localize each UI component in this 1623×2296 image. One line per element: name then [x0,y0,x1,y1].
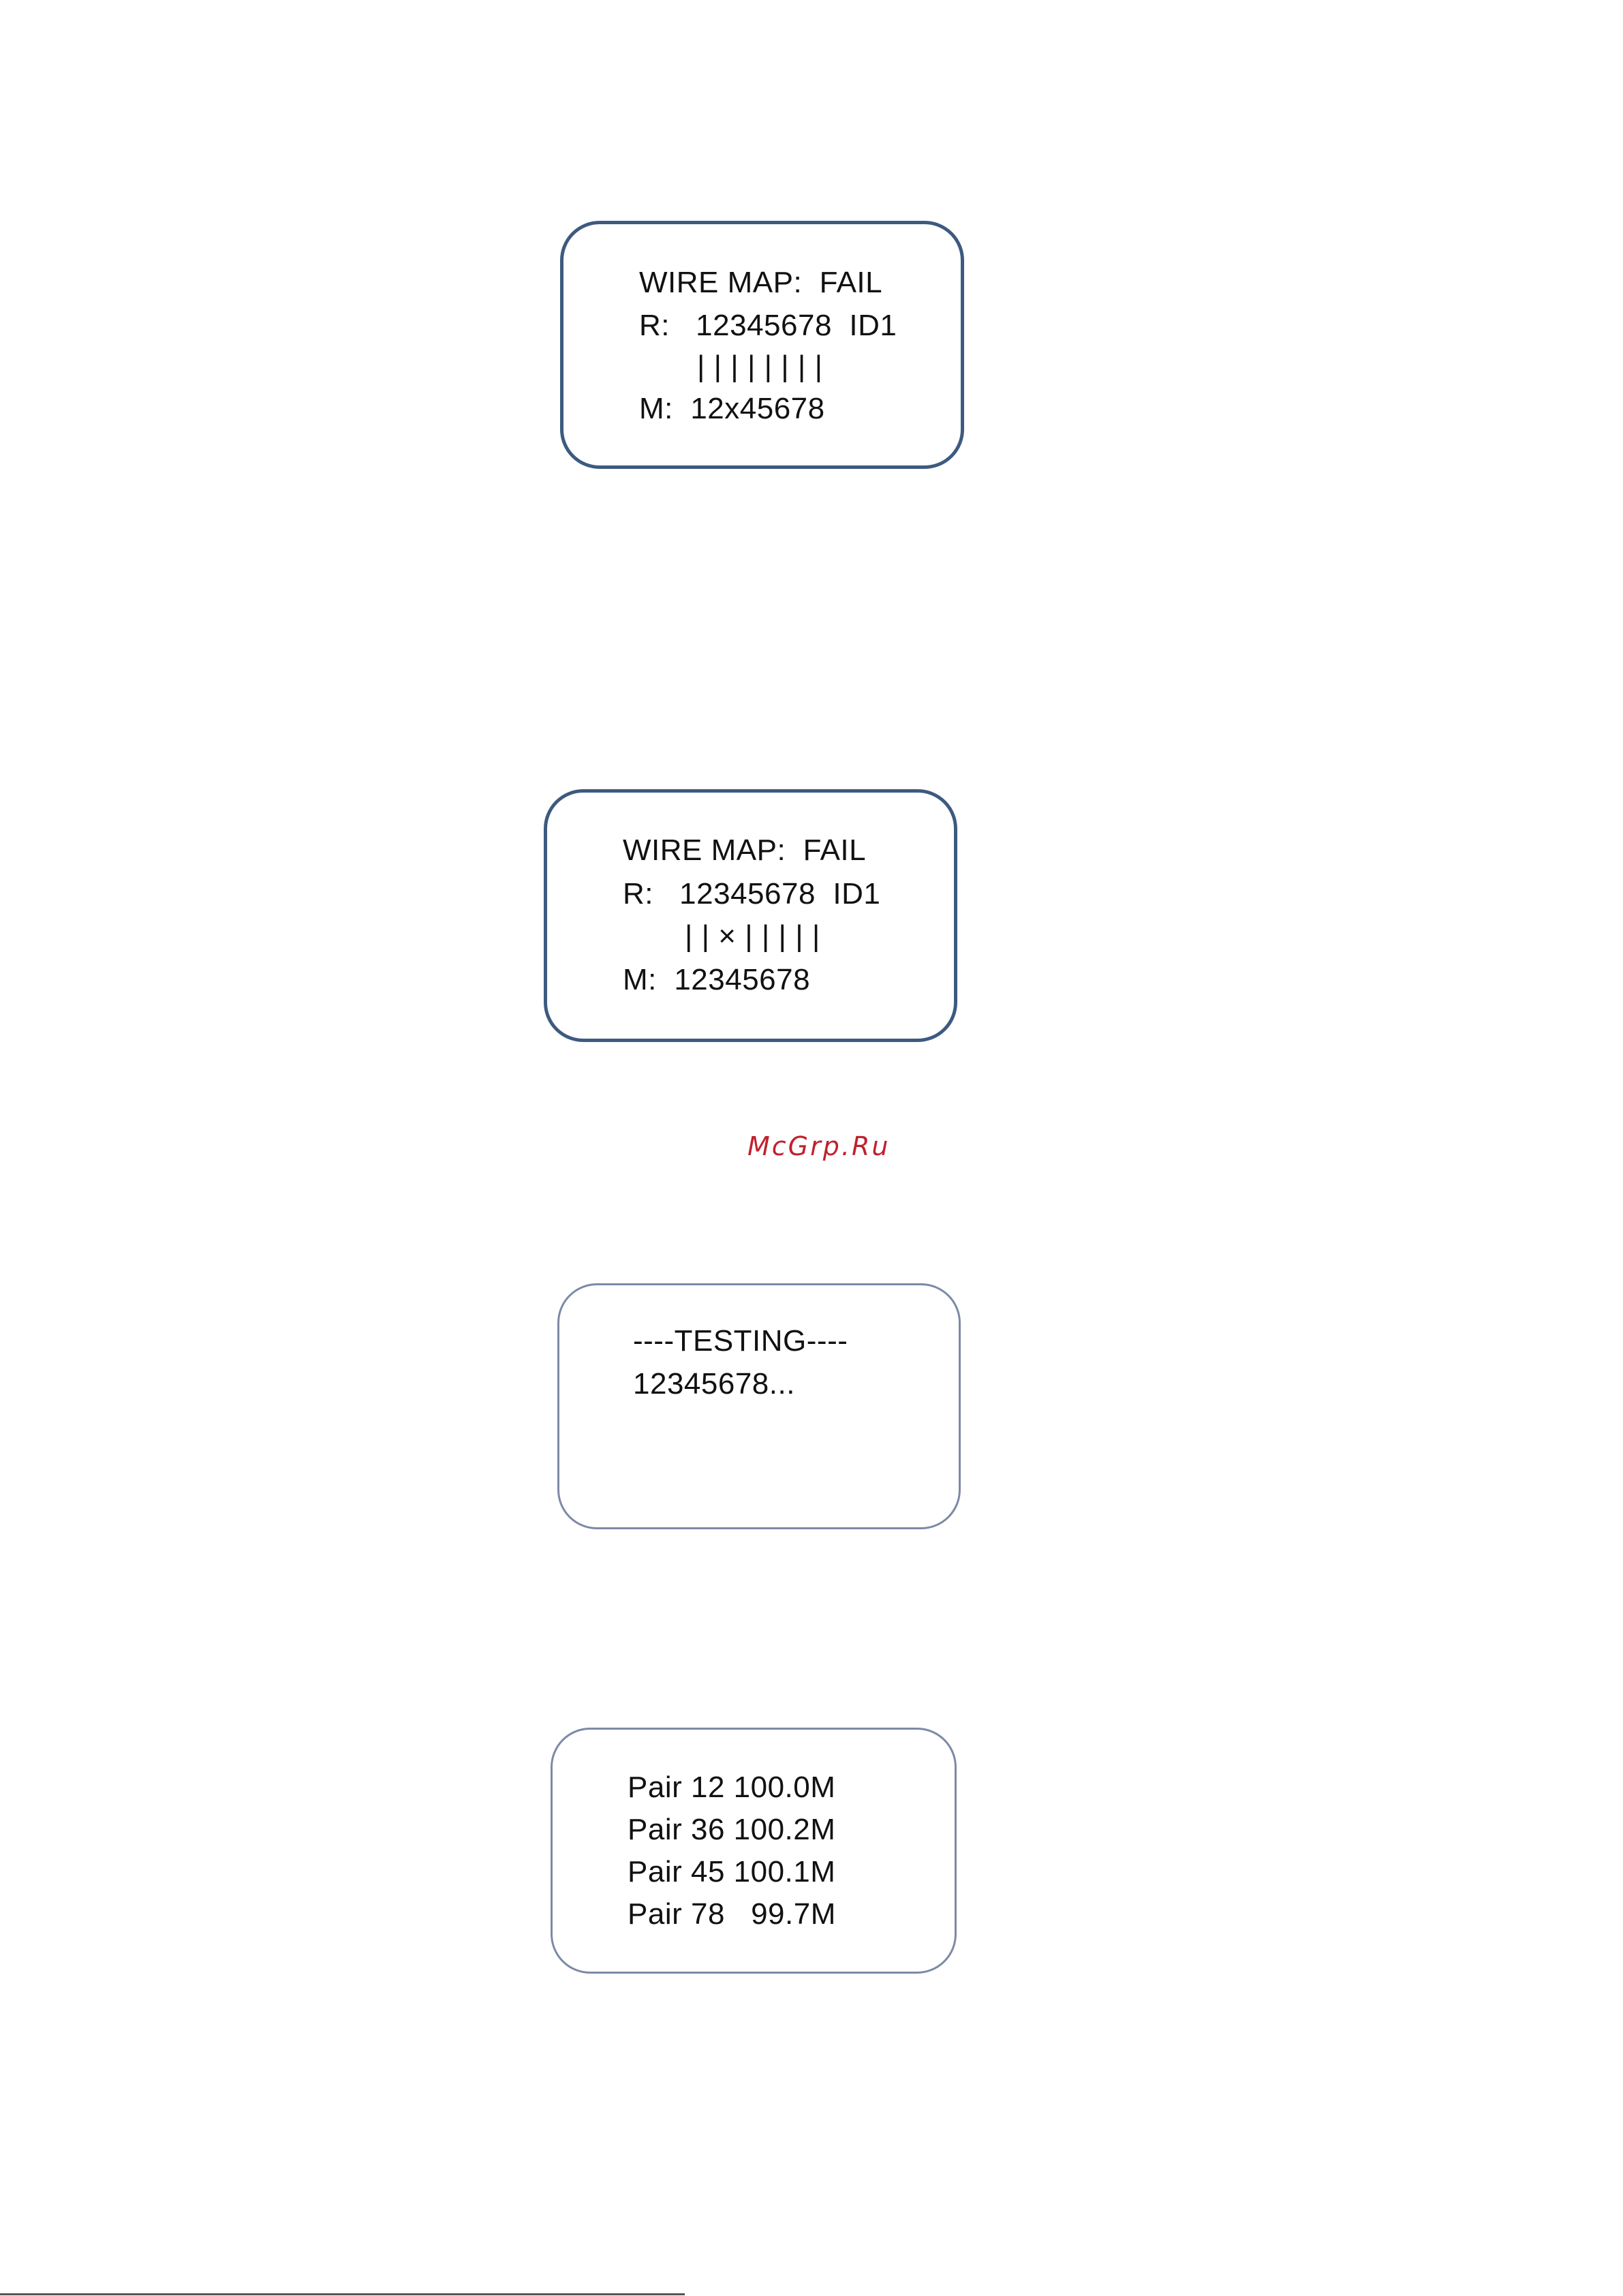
panel-line-pair-78: Pair 78 99.7M [628,1897,836,1931]
panel-line-pair-12: Pair 12 100.0M [628,1771,836,1804]
panel-line-remote: R: 12345678 ID1 [623,877,881,910]
panel-line-remote: R: 12345678 ID1 [639,309,897,342]
panel-line-pair-36: Pair 36 100.2M [628,1813,836,1846]
panel-line-main: M: 12345678 [623,963,811,996]
panel-line-wiremap: | | | | | | | | [697,350,823,383]
panel-line-testing: ----TESTING---- [633,1324,848,1358]
panel-line-progress: 12345678... [633,1367,795,1400]
watermark-text: McGrp.Ru [747,1131,891,1161]
footnote-divider [0,2293,685,2295]
panel-line-status: WIRE MAP: FAIL [623,833,867,867]
panel-line-wiremap: | | × | | | | | [685,919,820,953]
panel-line-status: WIRE MAP: FAIL [639,266,883,299]
panel-line-pair-45: Pair 45 100.1M [628,1855,836,1888]
panel-line-main: M: 12x45678 [639,392,825,425]
lcd-panel-pair-lengths [551,1728,957,1974]
lcd-panel-wiremap-short [544,789,957,1042]
lcd-panel-wiremap-open [560,221,964,469]
lcd-panel-testing [557,1283,961,1529]
